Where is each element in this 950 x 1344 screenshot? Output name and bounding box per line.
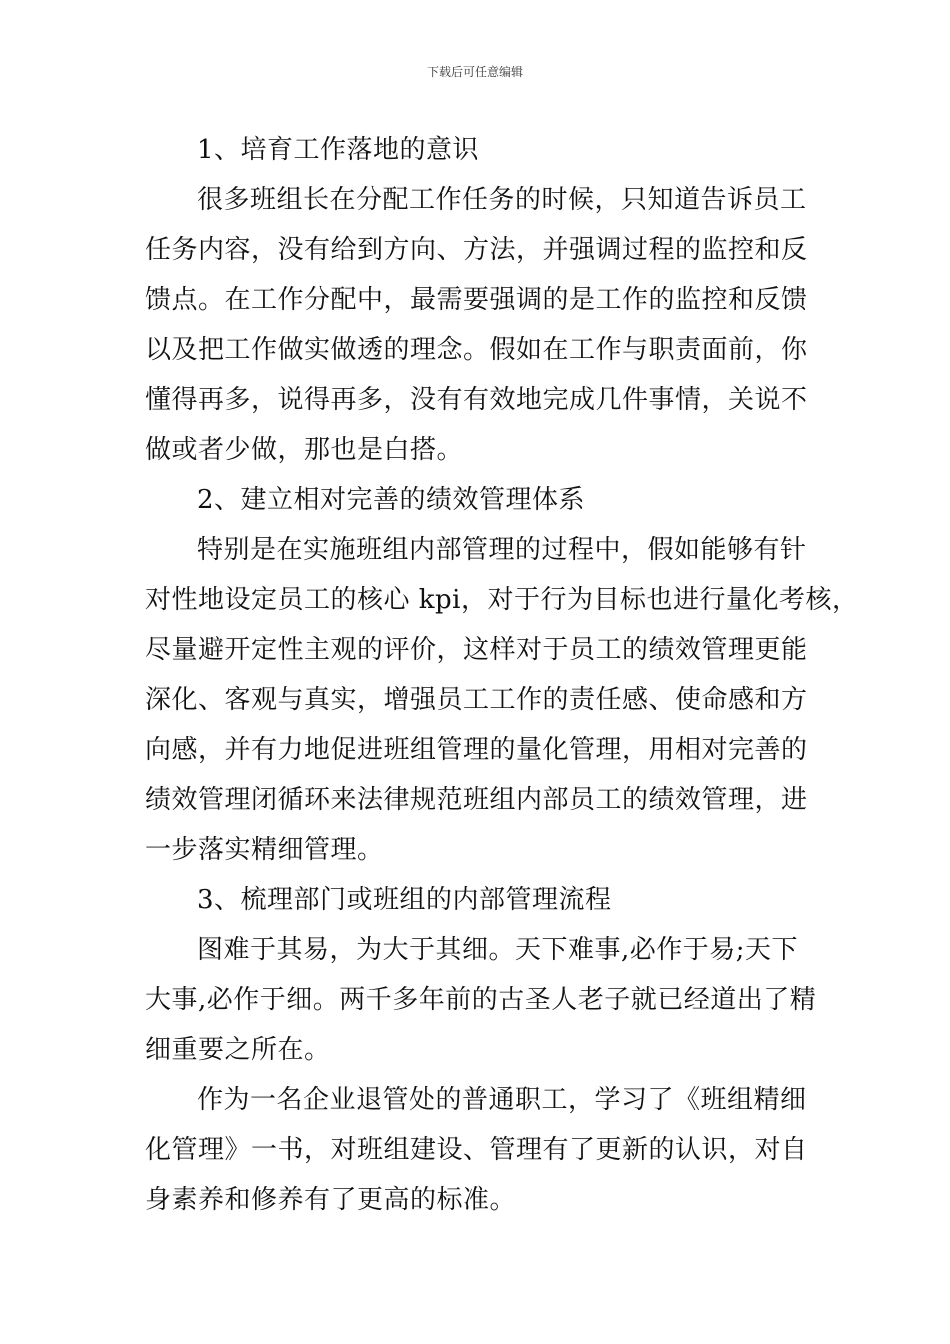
paragraph-line: 尽量避开定性主观的评价，这样对于员工的绩效管理更能 xyxy=(145,635,808,665)
heading-2: 2、建立相对完善的绩效管理体系 xyxy=(197,485,586,515)
paragraph-line: 做或者少做，那也是白搭。 xyxy=(145,435,464,465)
paragraph-line: 作为一名企业退管处的普通职工，学习了《班组精细 xyxy=(197,1085,807,1115)
paragraph-line: 以及把工作做实做透的理念。假如在工作与职责面前，你 xyxy=(145,335,808,365)
paragraph-line: 深化、客观与真实，增强员工工作的责任感、使命感和方 xyxy=(145,685,808,715)
paragraph-line: 特别是在实施班组内部管理的过程中，假如能够有针 xyxy=(197,535,807,565)
paragraph-line: 一步落实精细管理。 xyxy=(145,835,384,865)
page-header: 下载后可任意编辑 xyxy=(426,65,523,79)
document-body xyxy=(145,125,859,1225)
heading-1: 1、培育工作落地的意识 xyxy=(197,135,480,165)
paragraph-line: 任务内容，没有给到方向、方法，并强调过程的监控和反 xyxy=(145,235,808,265)
paragraph-line: 图难于其易，为大于其细。天下难事,必作于易;天下 xyxy=(197,935,799,965)
paragraph-line: 馈点。在工作分配中，最需要强调的是工作的监控和反馈 xyxy=(145,285,808,315)
paragraph-line: 大事,必作于细。两千多年前的古圣人老子就已经道出了精 xyxy=(145,985,817,1015)
paragraph-line: 身素养和修养有了更高的标准。 xyxy=(145,1185,517,1215)
paragraph-line: 向感，并有力地促进班组管理的量化管理，用相对完善的 xyxy=(145,735,808,765)
paragraph-line: 绩效管理闭循环来法律规范班组内部员工的绩效管理，进 xyxy=(145,785,808,815)
heading-3: 3、梳理部门或班组的内部管理流程 xyxy=(197,885,612,915)
paragraph-line: 化管理》一书，对班组建设、管理有了更新的认识，对自 xyxy=(145,1135,808,1165)
paragraph-line: 细重要之所在。 xyxy=(145,1035,331,1065)
paragraph-line: 对性地设定员工的核心 kpi，对于行为目标也进行量化考核， xyxy=(145,585,859,615)
paragraph-line: 懂得再多，说得再多，没有有效地完成几件事情，关说不 xyxy=(145,385,808,415)
paragraph-line: 很多班组长在分配工作任务的时候，只知道告诉员工 xyxy=(197,185,807,215)
